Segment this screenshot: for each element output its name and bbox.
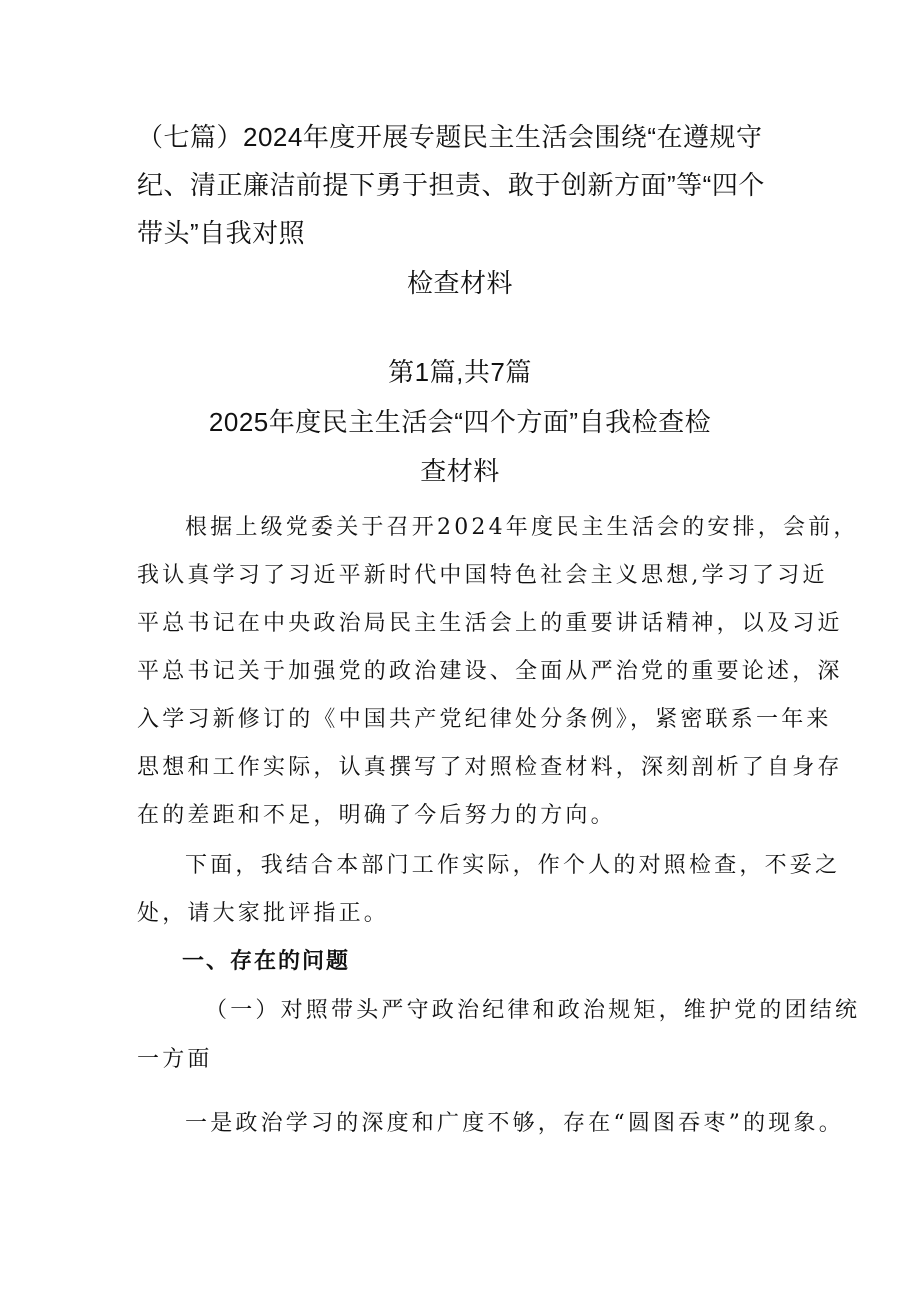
main-title-line-3: 带头”自我对照 <box>137 218 306 248</box>
section-1-heading: 一、存在的问题 <box>182 948 351 974</box>
paragraph-2-line-1: 下面，我结合本部门工作实际，作个人的对照检查，不妥之 <box>185 853 841 878</box>
subsection-1-line-1: （一）对照带头严守政治纪律和政治规矩，维护党的团结统 <box>205 998 861 1023</box>
sub-title-line-2: 查材料 <box>420 456 500 486</box>
paragraph-2-line-2: 处，请大家批评指正。 <box>137 901 390 926</box>
sub-title-line-1: 2025年度民主生活会“四个方面”自我检查检 <box>208 407 712 437</box>
paragraph-1-line-5: 入学习新修订的《中国共产党纪律处分条例》，紧密联系一年来 <box>137 707 832 732</box>
paragraph-1-line-7: 在的差距和不足，明确了今后努力的方向。 <box>137 803 616 828</box>
main-title-line-2: 纪、清正廉洁前提下勇于担责、敢于创新方面”等“四个 <box>137 170 765 200</box>
part-label: 第1篇,共7篇 <box>388 357 532 387</box>
point-1: 一是政治学习的深度和广度不够，存在“圆图吞枣”的现象。 <box>185 1111 844 1136</box>
paragraph-1-line-1: 根据上级党委关于召开2024年度民主生活会的安排，会前， <box>185 515 859 540</box>
paragraph-1-line-4: 平总书记关于加强党的政治建设、全面从严治党的重要论述，深 <box>137 659 843 684</box>
paragraph-1-line-2: 我认真学习了习近平新时代中国特色社会主义思想,学习了习近 <box>137 563 828 588</box>
main-title-line-1: （七篇）2024年度开展专题民主生活会围绕“在遵规守 <box>137 122 763 152</box>
paragraph-1-line-6: 思想和工作实际，认真撰写了对照检查材料，深刻剖析了自身存 <box>137 755 843 780</box>
paragraph-1-line-3: 平总书记在中央政治局民主生活会上的重要讲话精神，以及习近 <box>137 611 843 636</box>
subsection-1-line-2: 一方面 <box>137 1047 213 1072</box>
main-title-line-4: 检查材料 <box>406 268 513 298</box>
